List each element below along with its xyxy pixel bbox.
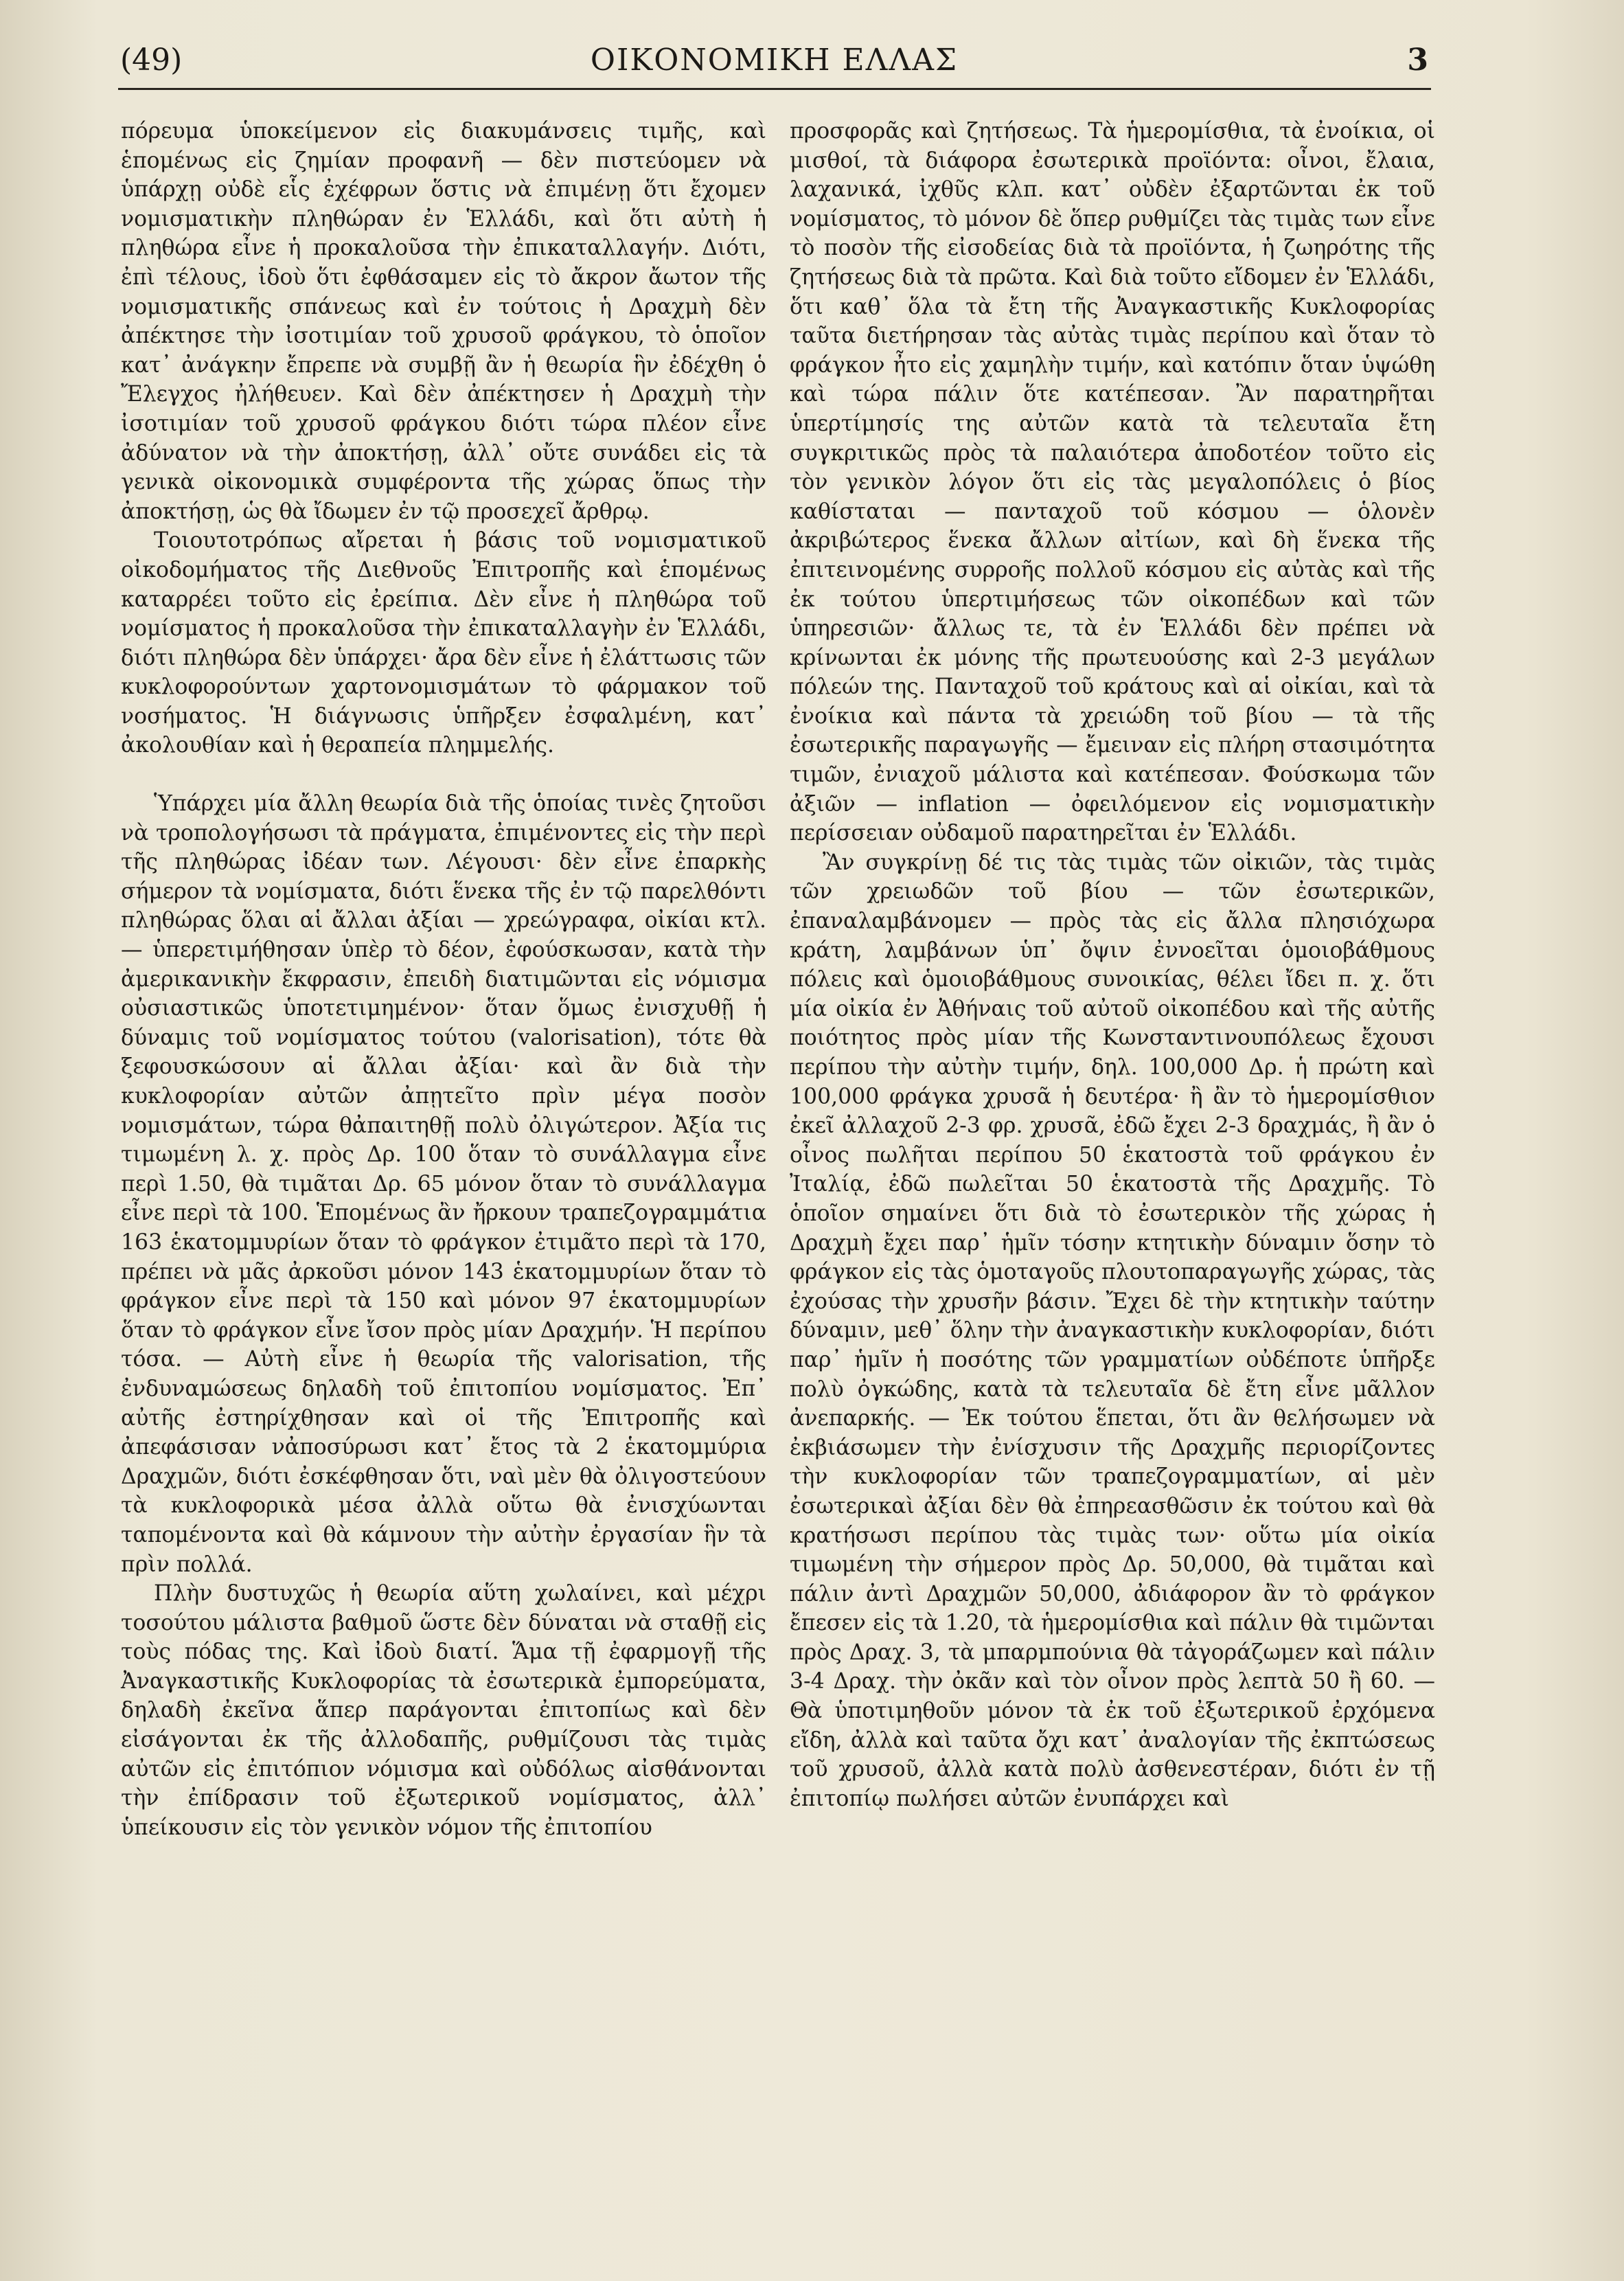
paragraph: Πλὴν δυστυχῶς ἡ θεωρία αὕτη χωλαίνει, καὶ μέχρι τοσούτου μάλιστα βαθμοῦ ὥστε δὲν δύναται νὰ σταθῇ εἰς τοὺς πόδας της. Καὶ ἰδοὺ διατί. Ἅμα τῇ ἐφαρμογῇ τῆς Ἀναγκαστικῆς Κυκλοφορίας τὰ ἐσωτερικὰ ἐμπορεύματα, δηλαδὴ ἐκεῖνα ἅπερ παράγονται ἐπιτοπίως καὶ δὲν εἰσάγονται ἐκ τῆς ἀλλοδαπῆς, ρυθμίζουσι τὰς τιμὰς αὐτῶν εἰς ἐπιτόπιον νόμισμα καὶ οὐδόλως αἰσθάνονται τὴν ἐπίδρασιν τοῦ ἐξωτερικοῦ νομίσματος, ἀλλ᾽ ὑπείκουσιν εἰς τὸν γενικὸν νόμον τῆς ἐπιτοπίου (121, 1581, 766, 1840)
paragraph: πόρευμα ὑποκείμενον εἰς διακυμάνσεις τιμῆς, καὶ ἑπομένως εἰς ζημίαν προφανῆ — δὲν πιστεύομεν νὰ ὑπάρχῃ οὐδὲ εἷς ἐχέφρων ὅστις νὰ ἐπιμένῃ ὅτι ἔχομεν νομισματικὴν πληθώραν ἐν Ἑλλάδι, καὶ ὅτι αὐτὴ ἡ πληθώρα εἶνε ἡ προκαλοῦσα τὴν ἐπικαταλλαγήν. Διότι, ἐπὶ τέλους, ἰδοὺ ὅτι ἐφθάσαμεν εἰς τὸ ἄκρον ἄωτον τῆς νομισματικῆς σπάνεως καὶ ἐν τούτοις ἡ Δραχμὴ δὲν ἀπέκτησε τὴν ἰσοτιμίαν τοῦ χρυσοῦ φράγκου, τὸ ὁποῖον κατ᾽ ἀνάγκην ἔπρεπε νὰ συμβῇ ἂν ἡ θεωρία ἣν ἐδέχθη ὁ Ἔλεγχος ἠλήθευεν. Καὶ δὲν ἀπέκτησεν ἡ Δραχμὴ τὴν ἰσοτιμίαν τοῦ χρυσοῦ φράγκου διότι τώρα πλέον εἶνε ἀδύνατον νὰ τὴν ἀποκτήσῃ, ἀλλ᾽ οὔτε συνάδει εἰς τὰ γενικὰ οἰκονομικὰ συμφέροντα τῆς χώρας ὅπως τὴν ἀποκτήσῃ, ὡς θὰ ἴδωμεν ἐν τῷ προσεχεῖ ἄρθρῳ. (121, 119, 766, 524)
header-rule (118, 88, 1431, 90)
right-column (790, 117, 1435, 1813)
paragraph: Ἂν συγκρίνῃ δέ τις τὰς τιμὰς τῶν οἰκιῶν, τὰς τιμὰς τῶν χρειωδῶν τοῦ βίου — τῶν ἐσωτερικῶν, ἐπαναλαμβάνομεν — πρὸς τὰς εἰς ἄλλα πλησιόχωρα κράτη, λαμβάνων ὑπ᾽ ὄψιν ἐννοεῖται ὁμοιοβάθμους πόλεις καὶ ὁμοιοβάθμους συνοικίας, θέλει ἴδει π. χ. ὅτι μία οἰκία ἐν Ἀθήναις τοῦ αὐτοῦ οἰκοπέδου καὶ τῆς αὐτῆς ποιότητος πρὸς μίαν τῆς Κωνσταντινουπόλεως ἔχουσι περίπου τὴν αὐτὴν τιμήν, δηλ. 100,000 Δρ. ἡ πρώτη καὶ 100,000 φράγκα χρυσᾶ ἡ δευτέρα· ἢ ἂν τὸ ἡμερομίσθιον ἐκεῖ ἀλλαχοῦ 2-3 φρ. χρυσᾶ, ἐδῶ ἔχει 2-3 δραχμάς, ἢ ἂν ὁ οἶνος πωλῆται περίπου 50 ἑκατοστὰ τοῦ φράγκου ἐν Ἰταλίᾳ, ἐδῶ πωλεῖται 50 ἑκατοστὰ τῆς Δραχμῆς. Τὸ ὁποῖον σημαίνει ὅτι διὰ τὸ ἐσωτερικὸν τῆς χώρας ἡ Δραχμὴ ἔχει παρ᾽ ἡμῖν τόσην κτητικὴν δύναμιν ὅσην τὸ φράγκον εἰς τὰς ὁμοταγοῦς πλουτοπαραγωγῆς χώρας, τὰς ἐχούσας τὴν χρυσῆν βάσιν. Ἔχει δὲ τὴν κτητικὴν ταύτην δύναμιν, μεθ᾽ ὅλην τὴν ἀναγκαστικὴν κυκλοφορίαν, διότι παρ᾽ ἡμῖν ἡ ποσότης τῶν γραμματίων οὐδέποτε ὑπῆρξε πολὺ ὀγκώδης, κατὰ τὰ τελευταῖα δὲ ἔτη εἶνε μᾶλλον ἀνεπαρκής. — Ἐκ τούτου ἕπεται, ὅτι ἂν θελήσωμεν νὰ ἐκβιάσωμεν τὴν ἐνίσχυσιν τῆς Δραχμῆς περιορίζοντες τὴν κυκλοφορίαν τῶν τραπεζογραμματίων, αἱ μὲν ἐσωτερικαὶ ἀξίαι δὲν θὰ ἐπηρεασθῶσιν ἐκ τούτου καὶ θὰ κρατήσωσι περίπου τὰς τιμὰς των· οὕτω μία οἰκία τιμωμένη τὴν σήμερον πρὸς Δρ. 50,000, θὰ τιμᾶται καὶ πάλιν ἀντὶ Δραχμῶν 50,000, ἀδιάφορον ἂν τὸ φράγκον ἔπεσεν εἰς τὰ 1.20, τὰ ἡμερομίσθια καὶ πάλιν θὰ τιμῶνται πρὸς Δραχ. 3, τὰ μπαρμπούνια θὰ τἀγοράζωμεν καὶ πάλιν 3-4 Δραχ. τὴν ὀκᾶν καὶ τὸν οἶνον πρὸς λεπτὰ 50 ἢ 60. — Θὰ ὑποτιμηθοῦν μόνον τὰ ἐκ τοῦ ἐξωτερικοῦ ἐρχόμενα εἴδη, ἀλλὰ καὶ ταῦτα ὄχι κατ᾽ ἀναλογίαν τῆς ἐκπτώσεως τοῦ χρυσοῦ, ἀλλὰ κατὰ πολὺ ἀσθενεστέραν, διότι ἐν τῇ ἐπιτοπίῳ πωλήσει αὐτῶν ἐνυπάρχει καὶ (790, 850, 1435, 1811)
issue-page-number: (49) (120, 43, 183, 78)
left-column (121, 117, 766, 1842)
publication-title: ΟΙΚΟΝΟΜΙΚΗ ΕΛΛΑΣ (590, 43, 959, 78)
folio-number: 3 (1407, 43, 1428, 78)
paragraph: Τοιουτοτρόπως αἴρεται ἡ βάσις τοῦ νομισματικοῦ οἰκοδομήματος τῆς Διεθνοῦς Ἐπιτροπῆς καὶ ἑπομένως καταρρέει τοῦτο εἰς ἐρείπια. Δὲν εἶνε ἡ πληθώρα τοῦ νομίσματος ἡ προκαλοῦσα τὴν ἐπικαταλλαγὴν ἐν Ἑλλάδι, διότι πληθώρα δὲν ὑπάρχει· ἄρα δὲν εἶνε ἡ ἐλάττωσις τῶν κυκλοφορούντων χαρτονομισμάτων τὸ φάρμακον τοῦ νοσήματος. Ἡ διάγνωσις ὑπῆρξεν ἐσφαλμένη, κατ᾽ ἀκολουθίαν καὶ ἡ θεραπεία πλημμελής. (121, 528, 766, 758)
page-header (120, 43, 1428, 91)
paragraph: προσφορᾶς καὶ ζητήσεως. Τὰ ἡμερομίσθια, τὰ ἐνοίκια, οἱ μισθοί, τὰ διάφορα ἐσωτερικὰ προϊόντα: οἶνοι, ἔλαια, λαχανικά, ἰχθῦς κλπ. κατ᾽ οὐδὲν ἐξαρτῶνται ἐκ τοῦ νομίσματος, τὸ μόνον δὲ ὅπερ ρυθμίζει τὰς τιμὰς των εἶνε τὸ ποσὸν τῆς εἰσοδείας διὰ τὰ προϊόντα, ἡ ζωηρότης τῆς ζητήσεως διὰ τὰ πρῶτα. Καὶ διὰ τοῦτο εἴδομεν ἐν Ἑλλάδι, ὅτι καθ᾽ ὅλα τὰ ἔτη τῆς Ἀναγκαστικῆς Κυκλοφορίας ταῦτα διετήρησαν τὰς αὐτὰς τιμὰς περίπου καὶ ὅταν τὸ φράγκον ἦτο εἰς χαμηλὴν τιμήν, καὶ κατόπιν ὅταν ὑψώθη καὶ τώρα πάλιν ὅτε κατέπεσαν. Ἂν παρατηρῆται ὑπερτίμησίς της αὐτῶν κατὰ τὰ τελευταῖα ἔτη συγκριτικῶς πρὸς τὰ παλαιότερα ἀποδοτέον τοῦτο εἰς τὸν γενικὸν λόγον ὅτι εἰς τὰς μεγαλοπόλεις ὁ βίος καθίσταται — πανταχοῦ τοῦ κόσμου — ὁλονὲν ἀκριβώτερος ἕνεκα ἄλλων αἰτίων, καὶ δὴ ἕνεκα τῆς ἐπιτεινομένης συρροῆς πολλοῦ κόσμου εἰς αὐτὰς καὶ τῆς ἐκ τούτου ὑπερτιμήσεως τῶν οἰκοπέδων καὶ τῶν ὑπηρεσιῶν· ἄλλως τε, τὰ ἐν Ἑλλάδι δὲν πρέπει νὰ κρίνωνται ἐκ μόνης τῆς πρωτευούσης καὶ 2-3 μεγάλων πόλεών της. Πανταχοῦ τοῦ κράτους καὶ αἱ οἰκίαι, καὶ τὰ ἐνοίκια καὶ πάντα τὰ χρειώδη τοῦ βίου — τὰ τῆς ἐσωτερικῆς παραγωγῆς — ἔμειναν εἰς πλήρη στασιμότητα τιμῶν, ἐνιαχοῦ μάλιστα καὶ κατέπεσαν. Φούσκωμα τῶν ἀξιῶν — inflation — ὀφειλόμενον εἰς νομισματικὴν περίσσειαν οὐδαμοῦ παρατηρεῖται ἐν Ἑλλάδι. (790, 119, 1435, 846)
paragraph: Ὑπάρχει μία ἄλλη θεωρία διὰ τῆς ὁποίας τινὲς ζητοῦσι νὰ τροπολογήσωσι τὰ πράγματα, ἐπιμένοντες εἰς τὴν περὶ τῆς πληθώρας ἰδέαν των. Λέγουσι· δὲν εἶνε ἐπαρκὴς σήμερον τὰ νομίσματα, διότι ἕνεκα τῆς ἐν τῷ παρελθόντι πληθώρας ὅλαι αἱ ἄλλαι ἀξίαι — χρεώγραφα, οἰκίαι κτλ. — ὑπερετιμήθησαν ὑπὲρ τὸ δέον, ἐφούσκωσαν, κατὰ τὴν ἀμερικανικὴν ἔκφρασιν, ἐπειδὴ διατιμῶνται εἰς νόμισμα οὐσιαστικῶς ὑποτετιμημένον· ὅταν ὅμως ἐνισχυθῇ ἡ δύναμις τοῦ νομίσματος τούτου (valorisation), τότε θὰ ξεφουσκώσουν αἱ ἄλλαι ἀξίαι· καὶ ἂν διὰ τὴν κυκλοφορίαν αὐτῶν ἀπῃτεῖτο πρὶν μέγα ποσὸν νομισμάτων, τώρα θἀπαιτηθῇ πολὺ ὀλιγώτερον. Ἀξία τις τιμωμένη λ. χ. πρὸς Δρ. 100 ὅταν τὸ συνάλλαγμα εἶνε περὶ 1.50, θὰ τιμᾶται Δρ. 65 μόνον ὅταν τὸ συνάλλαγμα εἶνε περὶ τὰ 100. Ἑπομένως ἂν ἤρκουν τραπεζογραμμάτια 163 ἑκατομμυρίων ὅταν τὸ φράγκον ἐτιμᾶτο περὶ τὰ 170, πρέπει νὰ μᾶς ἀρκοῦσι μόνον 143 ἑκατομμυρίων ὅταν τὸ φράγκον εἶνε περὶ τὰ 150 καὶ μόνον 97 ἑκατομμυρίων ὅταν τὸ φράγκον εἶνε ἴσον πρὸς μίαν Δραχμήν. Ἡ περίπου τόσα. — Αὐτὴ εἶνε ἡ θεωρία τῆς valorisation, τῆς ἐνδυναμώσεως δηλαδὴ τοῦ ἐπιτοπίου νομίσματος. Ἐπ᾽ αὐτῆς ἐστηρίχθησαν καὶ οἱ τῆς Ἐπιτροπῆς καὶ ἀπεφάσισαν νἀποσύρωσι κατ᾽ ἔτος τὰ 2 ἑκατομμύρια Δραχμῶν, διότι ἐσκέφθησαν ὅτι, ναὶ μὲν θὰ ὀλιγοστεύουν τὰ κυκλοφορικὰ μέσα ἀλλὰ οὕτω θὰ ἐνισχύωνται ταπομένοντα καὶ θὰ κάμνουν τὴν αὐτὴν ἐργασίαν ἣν τὰ πρὶν πολλά. (121, 791, 766, 1577)
